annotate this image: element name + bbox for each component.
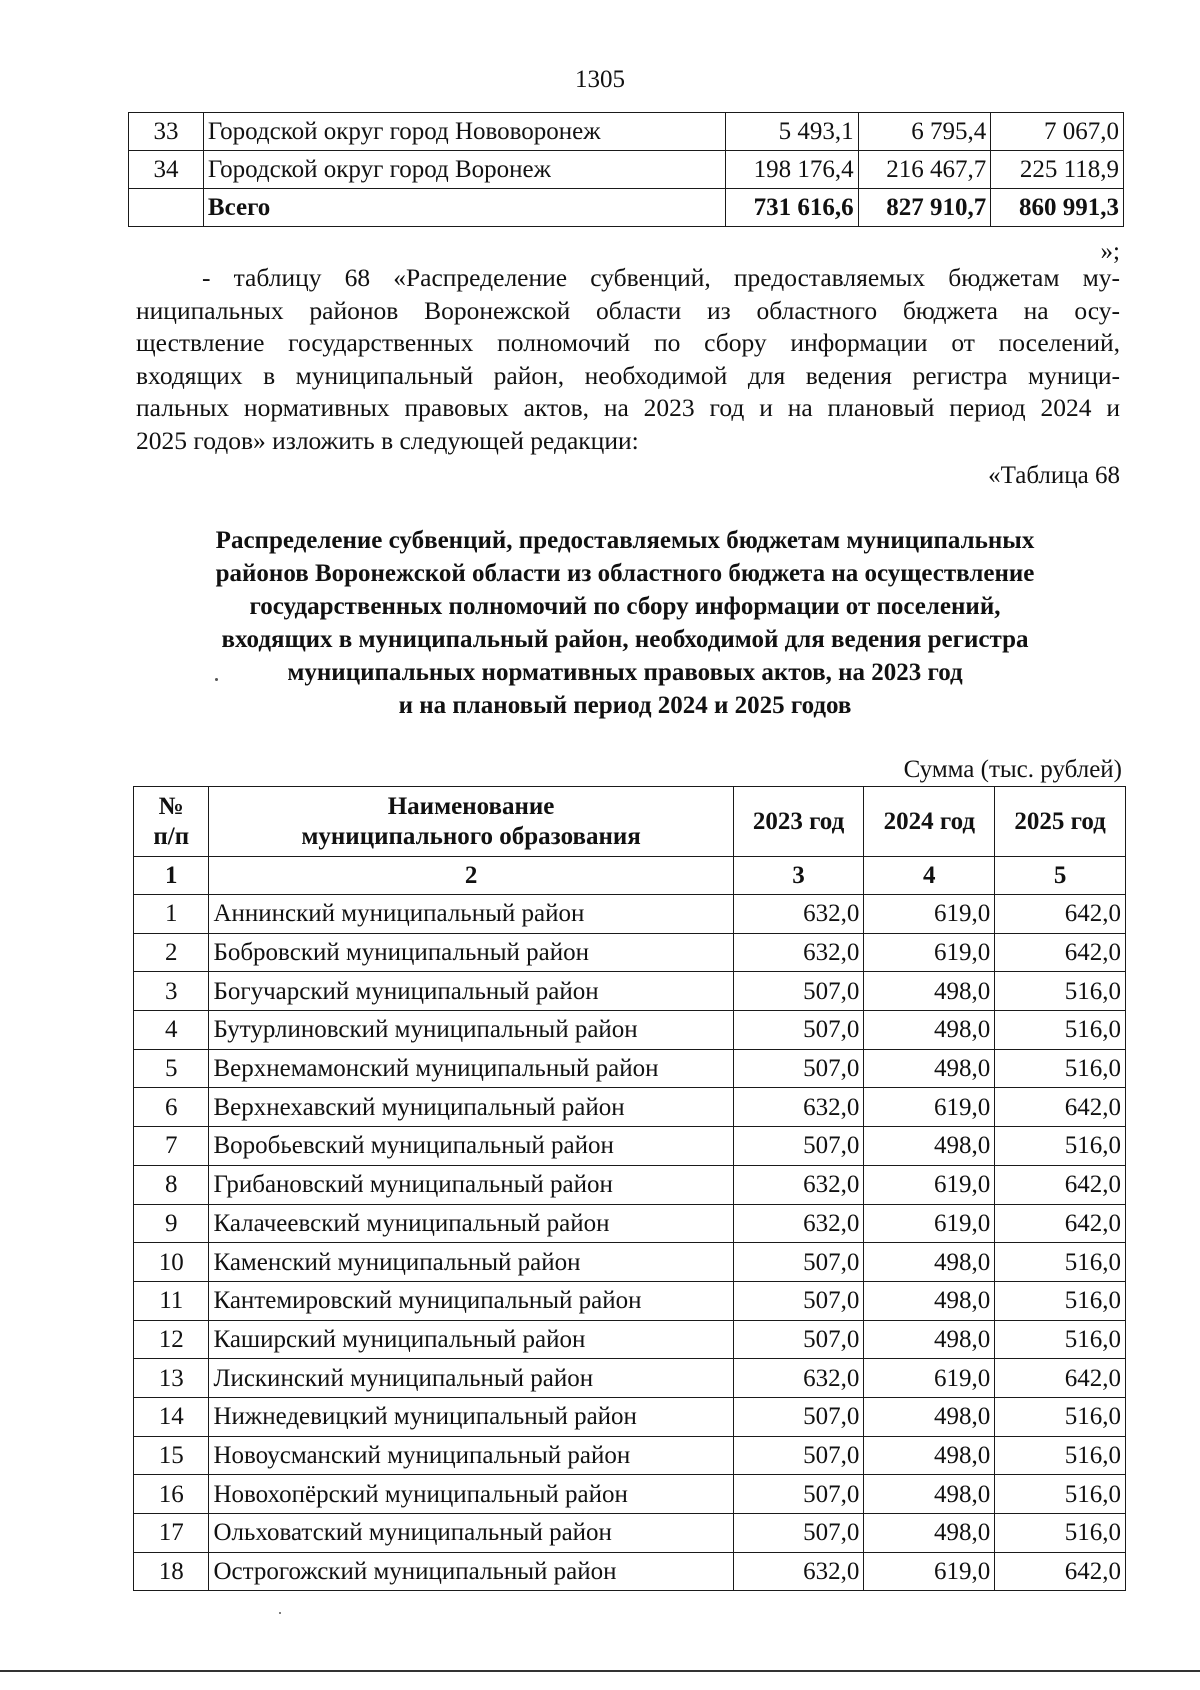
paragraph-line: ниципальных районов Воронежской области из областного бюджета на осу- bbox=[136, 295, 1120, 325]
municipality-name: Грибановский муниципальный район bbox=[209, 1165, 733, 1204]
value-2023: 507,0 bbox=[733, 1397, 864, 1436]
table-row bbox=[134, 1049, 1126, 1088]
value-2024: 498,0 bbox=[864, 1436, 995, 1475]
row-number: 18 bbox=[134, 1552, 209, 1591]
row-number: 3 bbox=[134, 972, 209, 1011]
table-row bbox=[134, 1475, 1126, 1514]
subvention-table-body bbox=[134, 895, 1126, 1591]
heading-line: районов Воронежской области из областного бюджета на осуществление bbox=[215, 560, 1035, 587]
row-number: 9 bbox=[134, 1204, 209, 1243]
value-2024: 619,0 bbox=[864, 1165, 995, 1204]
value-2024: 619,0 bbox=[864, 1088, 995, 1127]
header-name bbox=[209, 787, 733, 857]
row-number: 2 bbox=[134, 933, 209, 972]
closing-quote: »; bbox=[1100, 238, 1120, 265]
value-2023: 507,0 bbox=[733, 1049, 864, 1088]
value-2023: 507,0 bbox=[733, 972, 864, 1011]
value-2023: 5 493,1 bbox=[725, 113, 858, 151]
municipality-name: Новоусманский муниципальный район bbox=[209, 1436, 733, 1475]
scan-speck bbox=[215, 678, 218, 681]
subvention-table bbox=[133, 786, 1126, 1591]
col-number-5: 5 bbox=[995, 857, 1126, 895]
municipality-name: Каменский муниципальный район bbox=[209, 1243, 733, 1282]
row-number: 4 bbox=[134, 1011, 209, 1050]
header-number-line1: № bbox=[158, 792, 184, 820]
total-2024: 827 910,7 bbox=[858, 189, 991, 227]
value-2023: 632,0 bbox=[733, 1552, 864, 1591]
row-number: 13 bbox=[134, 1359, 209, 1398]
header-2024: 2024 год bbox=[864, 787, 995, 857]
value-2023: 198 176,4 bbox=[725, 151, 858, 189]
table-row bbox=[134, 1281, 1126, 1320]
value-2023: 507,0 bbox=[733, 1436, 864, 1475]
table-row bbox=[134, 1204, 1126, 1243]
table-row bbox=[134, 1127, 1126, 1166]
value-2023: 507,0 bbox=[733, 1281, 864, 1320]
table-row bbox=[134, 1088, 1126, 1127]
value-2024: 498,0 bbox=[864, 972, 995, 1011]
value-2024: 498,0 bbox=[864, 1514, 995, 1553]
value-2025: 516,0 bbox=[995, 1127, 1126, 1166]
bottom-rule bbox=[0, 1670, 1200, 1672]
total-empty-cell bbox=[129, 189, 204, 227]
value-2025: 642,0 bbox=[995, 1088, 1126, 1127]
value-2025: 642,0 bbox=[995, 1552, 1126, 1591]
header-2023: 2023 год bbox=[733, 787, 864, 857]
municipality-name: Верхнехавский муниципальный район bbox=[209, 1088, 733, 1127]
value-2024: 216 467,7 bbox=[858, 151, 991, 189]
value-2023: 507,0 bbox=[733, 1243, 864, 1282]
value-2023: 632,0 bbox=[733, 933, 864, 972]
total-2025: 860 991,3 bbox=[991, 189, 1124, 227]
value-2024: 498,0 bbox=[864, 1011, 995, 1050]
value-2023: 507,0 bbox=[733, 1011, 864, 1050]
municipality-name: Острогожский муниципальный район bbox=[209, 1552, 733, 1591]
total-row bbox=[129, 189, 1124, 227]
table-row bbox=[134, 1514, 1126, 1553]
value-2025: 642,0 bbox=[995, 1165, 1126, 1204]
total-2023: 731 616,6 bbox=[725, 189, 858, 227]
municipality-name: Калачеевский муниципальный район bbox=[209, 1204, 733, 1243]
row-number: 5 bbox=[134, 1049, 209, 1088]
table-row bbox=[134, 1165, 1126, 1204]
value-2023: 632,0 bbox=[733, 1359, 864, 1398]
row-number: 34 bbox=[129, 151, 204, 189]
col-number-3: 3 bbox=[733, 857, 864, 895]
total-label: Всего bbox=[203, 189, 725, 227]
value-2025: 642,0 bbox=[995, 1359, 1126, 1398]
heading-line: Распределение субвенций, предоставляемых бюджетам муниципальных bbox=[215, 527, 1035, 554]
value-2024: 498,0 bbox=[864, 1243, 995, 1282]
page-number: 1305 bbox=[575, 66, 625, 93]
value-2024: 619,0 bbox=[864, 1204, 995, 1243]
table-row bbox=[134, 972, 1126, 1011]
municipality-name: Богучарский муниципальный район bbox=[209, 972, 733, 1011]
continuation-table-body bbox=[129, 113, 1124, 227]
row-number: 16 bbox=[134, 1475, 209, 1514]
municipality-name: Нижнедевицкий муниципальный район bbox=[209, 1397, 733, 1436]
row-number: 17 bbox=[134, 1514, 209, 1553]
header-number bbox=[134, 787, 209, 857]
value-2025: 642,0 bbox=[995, 895, 1126, 934]
table-row bbox=[134, 1552, 1126, 1591]
value-2024: 498,0 bbox=[864, 1475, 995, 1514]
value-2023: 632,0 bbox=[733, 1088, 864, 1127]
row-name: Городской округ город Воронеж bbox=[203, 151, 725, 189]
subvention-table-head bbox=[134, 787, 1126, 895]
value-2025: 516,0 bbox=[995, 1243, 1126, 1282]
table-row bbox=[134, 1320, 1126, 1359]
value-2024: 498,0 bbox=[864, 1127, 995, 1166]
value-2025: 516,0 bbox=[995, 1049, 1126, 1088]
header-2025: 2025 год bbox=[995, 787, 1126, 857]
municipality-name: Аннинский муниципальный район bbox=[209, 895, 733, 934]
value-2025: 516,0 bbox=[995, 972, 1126, 1011]
table-label: «Таблица 68 bbox=[988, 462, 1120, 489]
value-2023: 507,0 bbox=[733, 1127, 864, 1166]
heading-line: муниципальных нормативных правовых актов, на 2023 год bbox=[287, 659, 963, 686]
row-number: 11 bbox=[134, 1281, 209, 1320]
value-2024: 619,0 bbox=[864, 895, 995, 934]
heading-line: входящих в муниципальный район, необходимой для ведения регистра bbox=[221, 626, 1029, 653]
value-2025: 516,0 bbox=[995, 1281, 1126, 1320]
paragraph-line: - таблицу 68 «Распределение субвенций, предоставляемых бюджетам му- bbox=[202, 263, 1120, 292]
value-2023: 507,0 bbox=[733, 1475, 864, 1514]
municipality-name: Каширский муниципальный район bbox=[209, 1320, 733, 1359]
municipality-name: Воробьевский муниципальный район bbox=[209, 1127, 733, 1166]
municipality-name: Ольховатский муниципальный район bbox=[209, 1514, 733, 1553]
value-2025: 516,0 bbox=[995, 1397, 1126, 1436]
value-2024: 498,0 bbox=[864, 1397, 995, 1436]
row-number: 6 bbox=[134, 1088, 209, 1127]
col-number-4: 4 bbox=[864, 857, 995, 895]
table-row bbox=[134, 1436, 1126, 1475]
row-number: 8 bbox=[134, 1165, 209, 1204]
value-2024: 498,0 bbox=[864, 1281, 995, 1320]
value-2023: 632,0 bbox=[733, 895, 864, 934]
row-number: 7 bbox=[134, 1127, 209, 1166]
table-row bbox=[129, 151, 1124, 189]
value-2023: 632,0 bbox=[733, 1165, 864, 1204]
value-2025: 516,0 bbox=[995, 1320, 1126, 1359]
value-2024: 619,0 bbox=[864, 933, 995, 972]
table-row bbox=[134, 1359, 1126, 1398]
row-name: Городской округ город Нововоронеж bbox=[203, 113, 725, 151]
continuation-table bbox=[128, 112, 1124, 227]
municipality-name: Бутурлиновский муниципальный район bbox=[209, 1011, 733, 1050]
row-number: 33 bbox=[129, 113, 204, 151]
value-2023: 507,0 bbox=[733, 1514, 864, 1553]
table-row bbox=[134, 1243, 1126, 1282]
paragraph-line: пальных нормативных правовых актов, на 2023 год и на плановый период 2024 и bbox=[136, 393, 1120, 422]
value-2025: 516,0 bbox=[995, 1436, 1126, 1475]
municipality-name: Новохопёрский муниципальный район bbox=[209, 1475, 733, 1514]
value-2024: 619,0 bbox=[864, 1359, 995, 1398]
row-number: 12 bbox=[134, 1320, 209, 1359]
table-row bbox=[134, 895, 1126, 934]
municipality-name: Бобровский муниципальный район bbox=[209, 933, 733, 972]
scan-speck bbox=[279, 1612, 281, 1614]
col-number-2: 2 bbox=[209, 857, 733, 895]
value-2024: 498,0 bbox=[864, 1049, 995, 1088]
table-row bbox=[134, 1397, 1126, 1436]
table-row bbox=[134, 1011, 1126, 1050]
paragraph-line: ществление государственных полномочий по сбору информации от поселений, bbox=[136, 328, 1120, 357]
paragraph-line: 2025 годов» изложить в следующей редакции: bbox=[136, 425, 639, 455]
table-row bbox=[134, 933, 1126, 972]
header-number-line2: п/п bbox=[153, 822, 190, 850]
value-2025: 516,0 bbox=[995, 1011, 1126, 1050]
table-row bbox=[129, 113, 1124, 151]
heading-line: и на плановый период 2024 и 2025 годов bbox=[398, 692, 852, 719]
value-2024: 619,0 bbox=[864, 1552, 995, 1591]
municipality-name: Верхнемамонский муниципальный район bbox=[209, 1049, 733, 1088]
value-2023: 632,0 bbox=[733, 1204, 864, 1243]
amendment-paragraph bbox=[136, 262, 1120, 457]
row-number: 1 bbox=[134, 895, 209, 934]
heading-line: государственных полномочий по сбору информации от поселений, bbox=[249, 593, 1001, 620]
paragraph-line: входящих в муниципальный район, необходимой для ведения регистра муници- bbox=[136, 360, 1120, 390]
value-2025: 642,0 bbox=[995, 933, 1126, 972]
units-caption: Сумма (тыс. рублей) bbox=[903, 756, 1122, 783]
value-2025: 7 067,0 bbox=[991, 113, 1124, 151]
municipality-name: Лискинский муниципальный район bbox=[209, 1359, 733, 1398]
value-2025: 642,0 bbox=[995, 1204, 1126, 1243]
value-2024: 498,0 bbox=[864, 1320, 995, 1359]
row-number: 15 bbox=[134, 1436, 209, 1475]
col-number-1: 1 bbox=[134, 857, 209, 895]
value-2024: 6 795,4 bbox=[858, 113, 991, 151]
value-2025: 225 118,9 bbox=[991, 151, 1124, 189]
value-2025: 516,0 bbox=[995, 1475, 1126, 1514]
value-2025: 516,0 bbox=[995, 1514, 1126, 1553]
row-number: 14 bbox=[134, 1397, 209, 1436]
header-name-line2: муниципального образования bbox=[301, 822, 641, 850]
header-name-line1: Наименование bbox=[387, 792, 555, 820]
table-heading bbox=[130, 524, 1120, 722]
municipality-name: Кантемировский муниципальный район bbox=[209, 1281, 733, 1320]
row-number: 10 bbox=[134, 1243, 209, 1282]
value-2023: 507,0 bbox=[733, 1320, 864, 1359]
